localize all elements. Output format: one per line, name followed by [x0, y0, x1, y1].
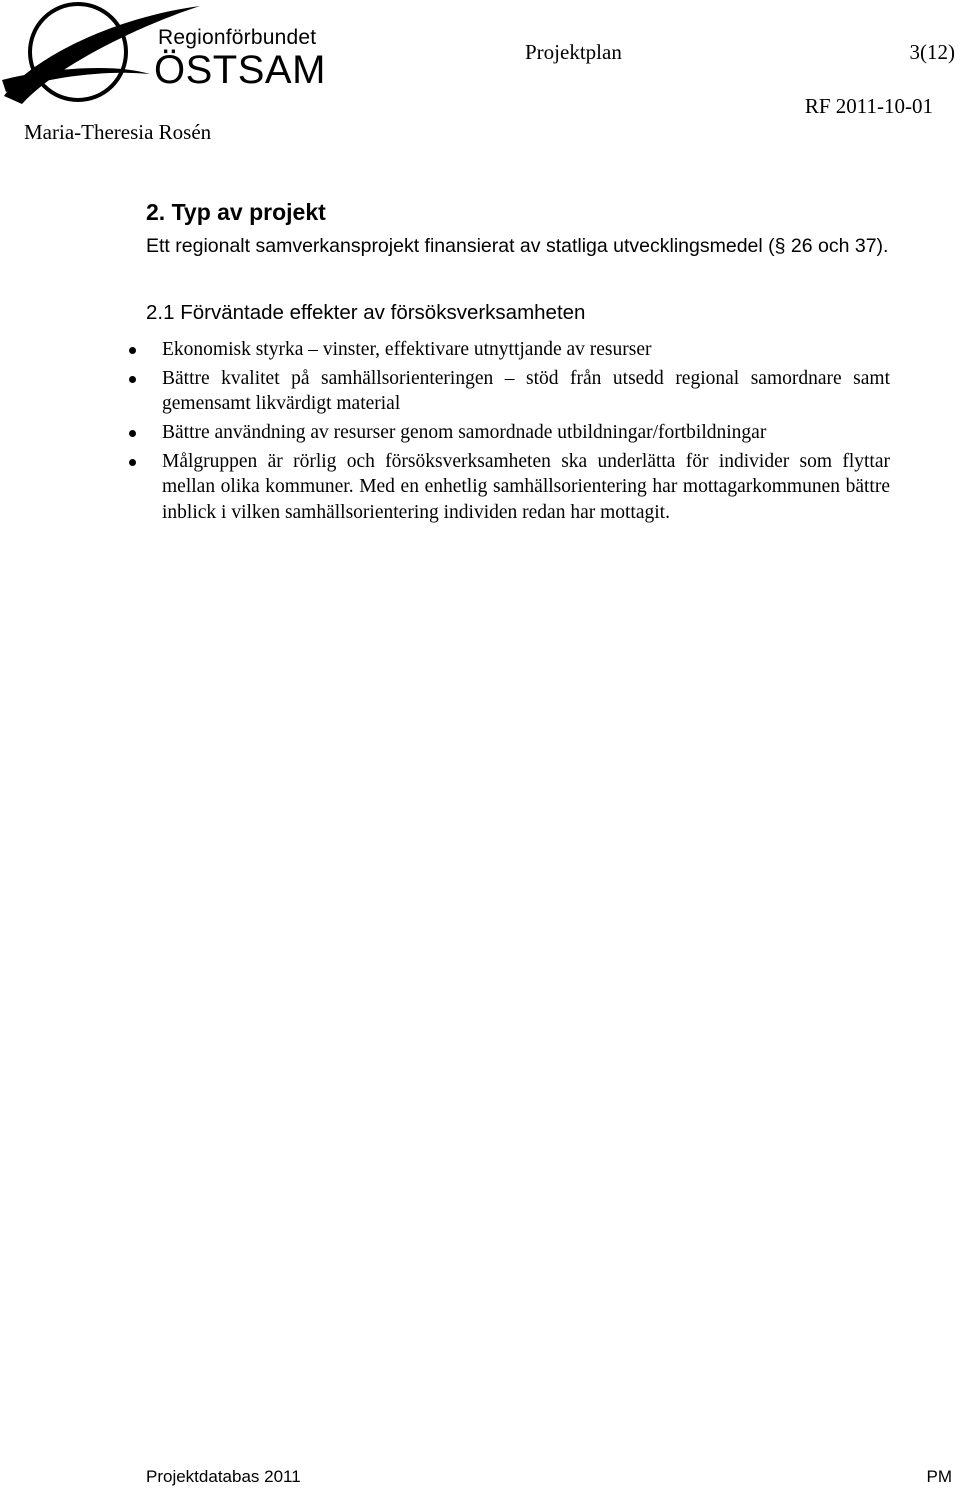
page-number: 3(12) — [909, 40, 955, 64]
bullet-icon — [129, 459, 136, 466]
subsection-heading: 2.1 Förväntade effekter av försöksverksamheten — [146, 301, 586, 324]
author-name: Maria-Theresia Rosén — [24, 120, 212, 144]
list-item-text: Bättre kvalitet på samhällsorienteringen – stöd från utsedd regional samordnare samt gemensamt likvärdigt material — [162, 367, 890, 415]
main-content — [146, 196, 890, 529]
bullet-icon — [129, 376, 136, 383]
bullet-icon — [129, 347, 136, 354]
list-item-text: Bättre användning av resurser genom samordnade utbildningar/fortbildningar — [162, 421, 767, 443]
section-lead-paragraph: Ett regionalt samverkansprojekt finansierat av statliga utvecklingsmedel (§ 26 och 37). — [146, 235, 889, 257]
list-item-text: Ekonomisk styrka – vinster, effektivare utnyttjande av resurser — [162, 339, 652, 360]
list-item — [146, 337, 890, 363]
footer-left-text: Projektdatabas 2011 — [146, 1467, 301, 1486]
list-item-text: Målgruppen är rörlig och försöksverksamheten ska underlätta för individer som flyttar mellan olika kommuner. Med en enhetlig samhällsorientering har mottagarkommunen bättre inblick i vilken samhällsorientering individen redan har mottagit. — [162, 450, 890, 524]
effects-bullet-list — [146, 337, 890, 526]
ostsam-logo — [0, 0, 326, 110]
list-item — [146, 420, 890, 446]
document-date: RF 2011-10-01 — [804, 94, 933, 118]
section-heading: 2. Typ av projekt — [146, 199, 326, 225]
logo-name-text: ÖSTSAM — [154, 48, 326, 92]
footer-right-text: PM — [926, 1467, 952, 1486]
bullet-icon — [129, 430, 136, 437]
logo-org-text: Regionförbundet — [158, 26, 317, 49]
document-title: Projektplan — [525, 40, 622, 64]
list-item — [146, 366, 890, 418]
list-item — [146, 449, 890, 526]
